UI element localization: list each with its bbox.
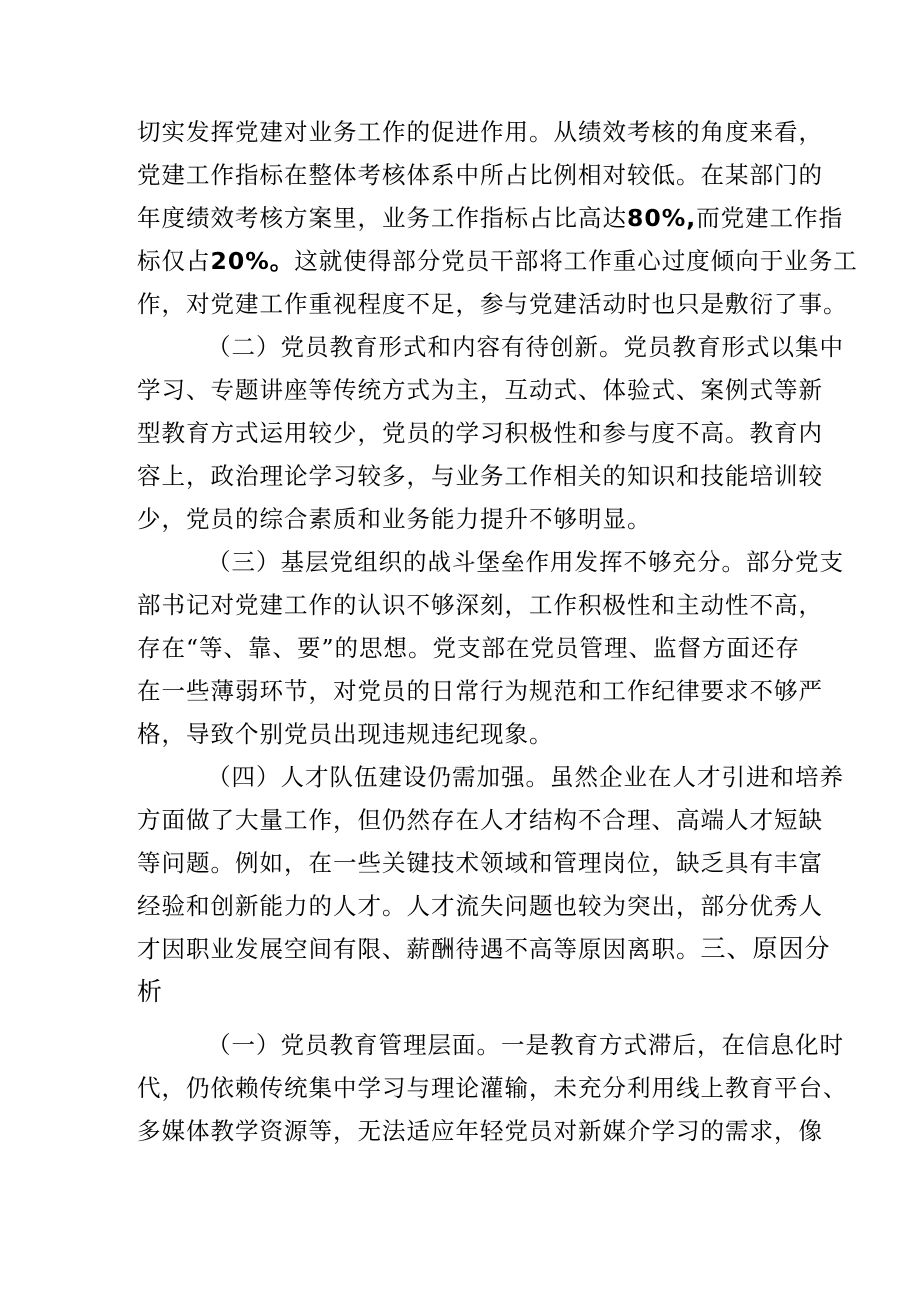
- text-line: 作，对党建工作重视程度不足，参与党建活动时也只是敷衍了事。: [137, 290, 848, 318]
- text-line: 型教育方式运用较少，党员的学习积极性和参与度不高。教育内: [137, 419, 823, 447]
- text-line: 切实发挥党建对业务工作的促进作用。从绩效考核的角度来看，: [137, 118, 823, 146]
- text-line: 格，导致个别党员出现违规违纪现象。: [137, 720, 554, 748]
- text-line: 方面做了大量工作，但仍然存在人才结构不合理、高端人才短缺: [137, 806, 823, 834]
- text-line: 经验和创新能力的人才。人才流失问题也较为突出，部分优秀人: [137, 892, 823, 920]
- text-line: 等问题。例如，在一些关键技术领域和管理岗位，缺乏具有丰富: [137, 849, 823, 877]
- chapter-heading: 三、原因分: [700, 934, 831, 963]
- text-segment: 年度绩效考核方案里，业务工作指标占比高达: [137, 204, 627, 232]
- text-segment: 才因职业发展空间有限、薪酬待遇不高等原因离职。: [137, 935, 701, 963]
- text-segment: 而党建工作指: [696, 204, 844, 232]
- chapter-heading-continued: 析: [137, 977, 164, 1006]
- text-line: 党建工作指标在整体考核体系中所占比例相对较低。在某部门的: [137, 161, 823, 189]
- text-segment: 这就使得部分党员干部将工作重心过度倾向于业务工: [294, 247, 858, 275]
- party-ratio-value: 20%。: [210, 247, 295, 275]
- text-line: 代，仍依赖传统集中学习与理论灌输，未充分利用线上教育平台、: [137, 1074, 848, 1102]
- text-line: [137, 203, 843, 233]
- text-line: 多媒体教学资源等，无法适应年轻党员对新媒介学习的需求，像: [137, 1117, 823, 1145]
- text-line: [137, 934, 831, 964]
- section-heading-line: （二）党员教育形式和内容有待创新。党员教育形式以集中: [207, 333, 844, 361]
- text-segment: 标仅占: [137, 247, 211, 275]
- business-ratio-value: 80%,: [627, 204, 697, 232]
- text-line: 容上，政治理论学习较多，与业务工作相关的知识和技能培训较: [137, 462, 823, 490]
- text-line: 少，党员的综合素质和业务能力提升不够明显。: [137, 505, 652, 533]
- section-heading-line: （四）人才队伍建设仍需加强。虽然企业在人才引进和培养: [207, 763, 844, 791]
- text-line: 在一些薄弱环节，对党员的日常行为规范和工作纪律要求不够严: [137, 677, 823, 705]
- section-heading-line: （一）党员教育管理层面。一是教育方式滞后，在信息化时: [207, 1031, 844, 1059]
- text-line: 存在“等、靠、要”的思想。党支部在党员管理、监督方面还存: [137, 634, 801, 662]
- section-heading-line: （三）基层党组织的战斗堡垒作用发挥不够充分。部分党支: [207, 548, 844, 576]
- text-line: 学习、专题讲座等传统方式为主，互动式、体验式、案例式等新: [137, 376, 823, 404]
- text-line: 部书记对党建工作的认识不够深刻，工作积极性和主动性不高，: [137, 591, 823, 619]
- text-line: [137, 246, 858, 276]
